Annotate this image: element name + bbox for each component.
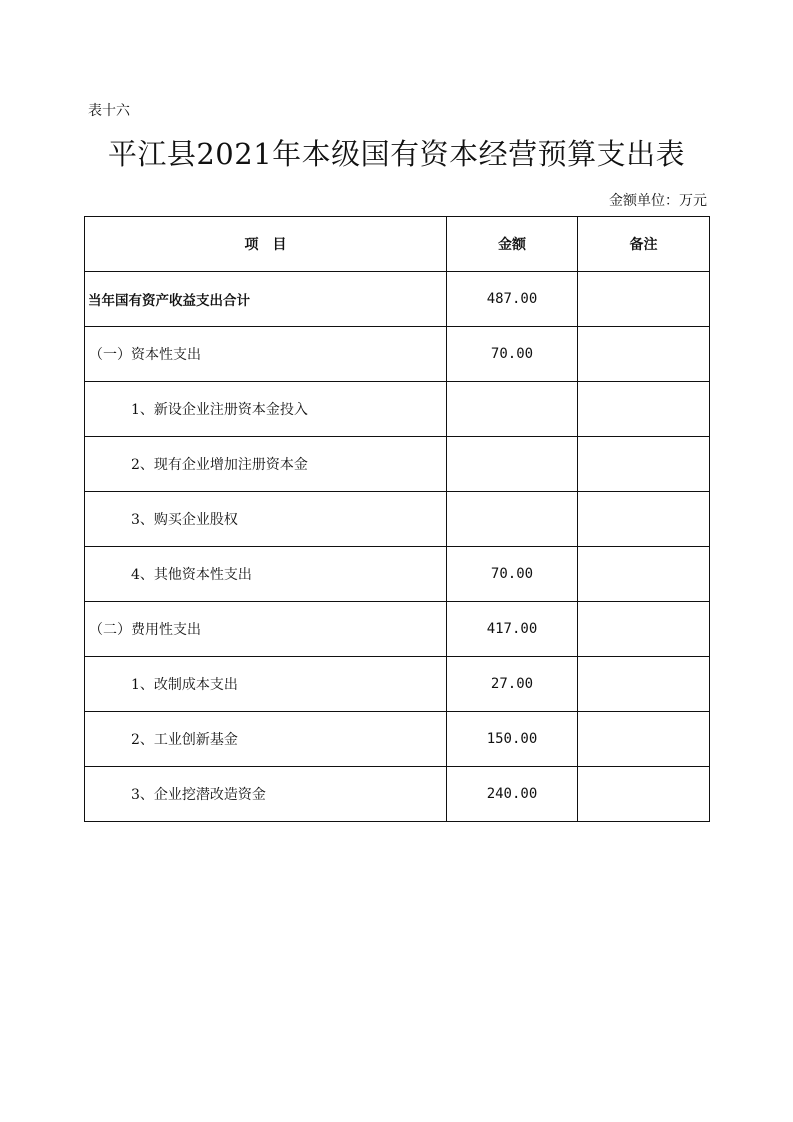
note-cell [578,712,710,767]
page-title: 平江县2021年本级国有资本经营预算支出表 [107,137,686,171]
table-row [85,437,710,492]
item-cell: 2、现有企业增加注册资本金 [85,437,447,492]
table-row [85,382,710,437]
unit-label: 金额单位：万元 [609,193,707,209]
amount-cell: 27.00 [447,657,578,712]
item-cell: 3、购买企业股权 [85,492,447,547]
table-row [85,712,710,767]
table-header-row [85,217,710,272]
amount-cell: 70.00 [447,547,578,602]
budget-table [84,216,710,822]
table-row [85,272,710,327]
note-cell [578,382,710,437]
table-body [85,272,710,822]
table-number-label: 表十六 [88,103,130,119]
amount-cell [447,492,578,547]
note-cell [578,327,710,382]
table-row [85,657,710,712]
amount-cell: 150.00 [447,712,578,767]
column-header-amount: 金额 [447,217,578,272]
item-cell: 4、其他资本性支出 [85,547,447,602]
table-row [85,767,710,822]
item-cell: 1、改制成本支出 [85,657,447,712]
amount-cell: 487.00 [447,272,578,327]
amount-cell: 417.00 [447,602,578,657]
note-cell [578,767,710,822]
note-cell [578,547,710,602]
amount-cell [447,437,578,492]
note-cell [578,437,710,492]
table-row [85,492,710,547]
note-cell [578,602,710,657]
amount-cell: 240.00 [447,767,578,822]
item-cell: 3、企业挖潜改造资金 [85,767,447,822]
item-cell: 1、新设企业注册资本金投入 [85,382,447,437]
note-cell [578,272,710,327]
item-cell: （一）资本性支出 [85,327,447,382]
table-row [85,327,710,382]
item-cell: 当年国有资产收益支出合计 [85,272,447,327]
note-cell [578,492,710,547]
note-cell [578,657,710,712]
table-row [85,547,710,602]
column-header-note: 备注 [578,217,710,272]
amount-cell: 70.00 [447,327,578,382]
item-cell: 2、工业创新基金 [85,712,447,767]
column-header-item: 项 目 [85,217,447,272]
table-row [85,602,710,657]
item-cell: （二）费用性支出 [85,602,447,657]
amount-cell [447,382,578,437]
